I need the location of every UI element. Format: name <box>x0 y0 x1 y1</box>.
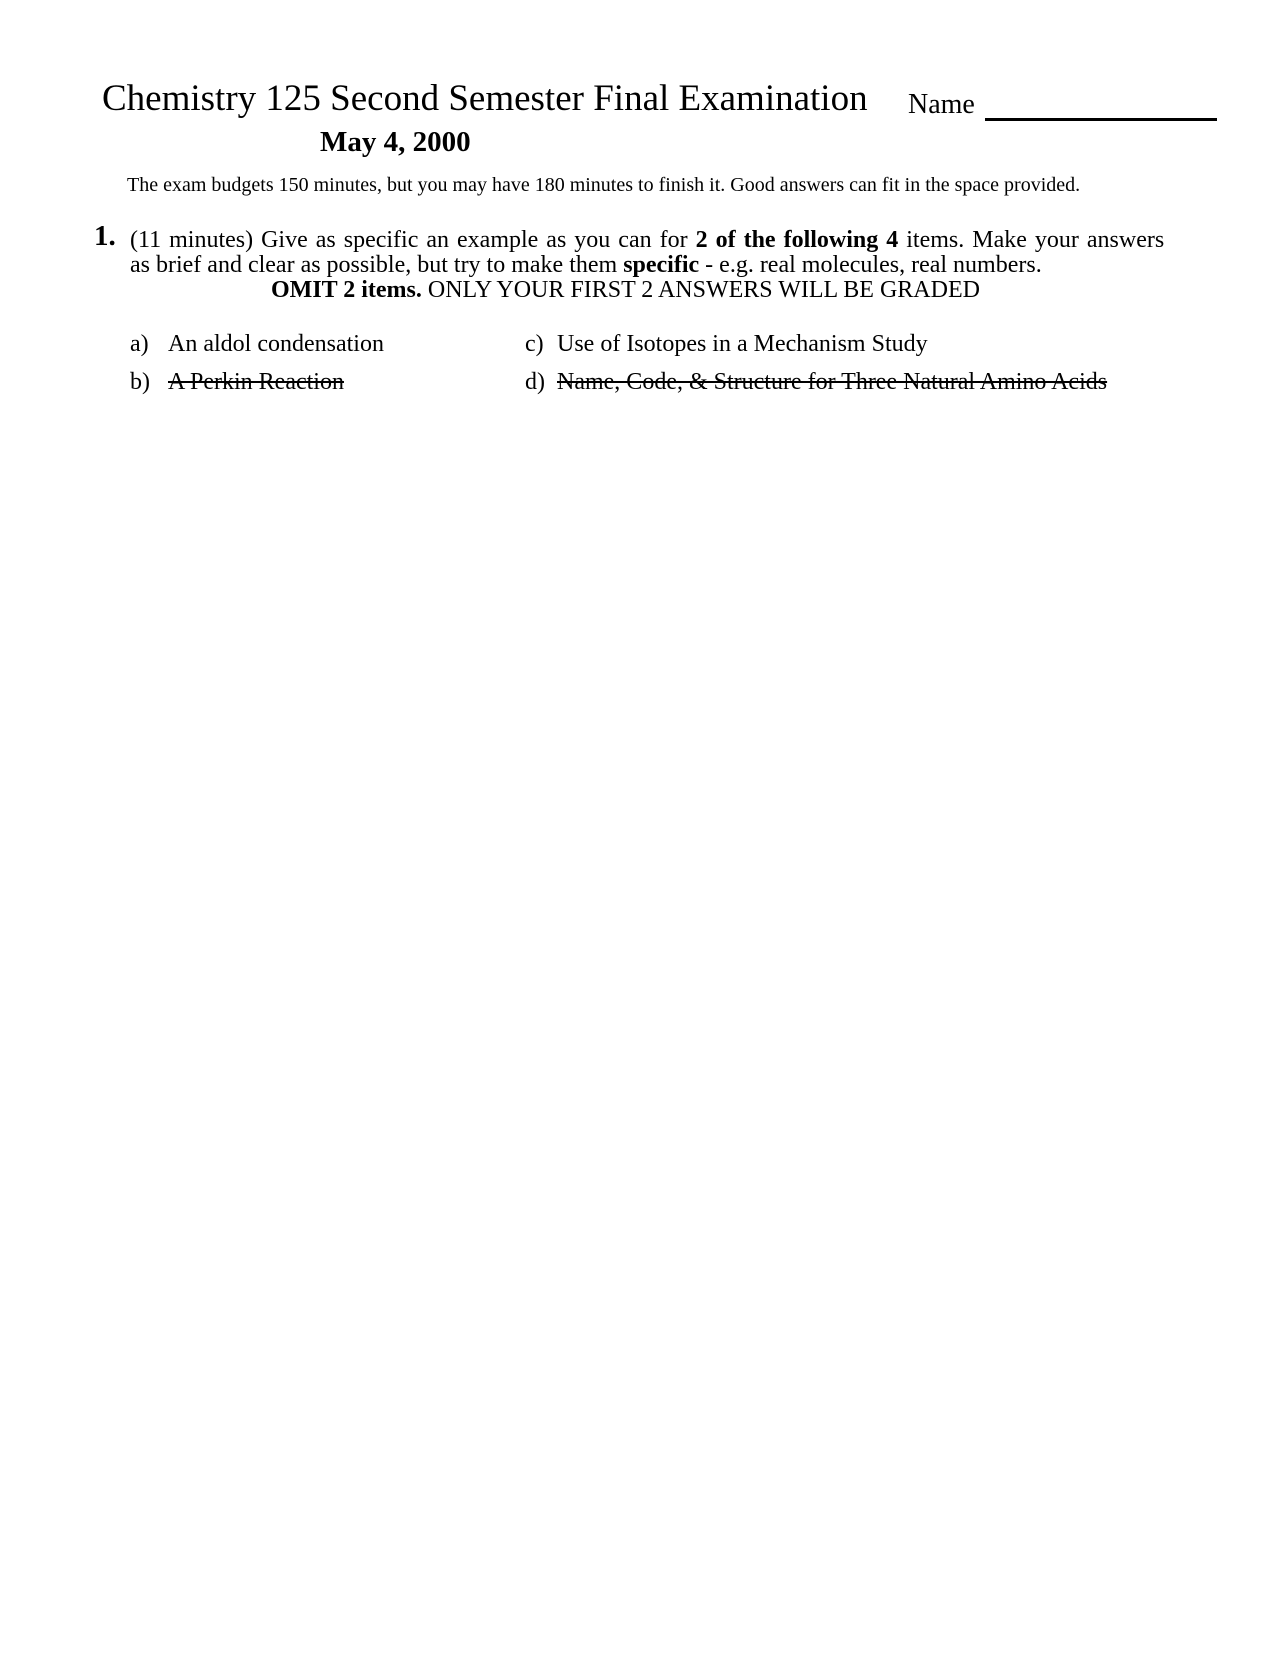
question-text-line-3: OMIT 2 items. ONLY YOUR FIRST 2 ANSWERS WILL BE GRADED <box>271 277 980 303</box>
item-d-struck <box>525 370 1107 394</box>
item-letter: d) <box>525 369 545 395</box>
item-letter: a) <box>130 331 149 357</box>
exam-date: May 4, 2000 <box>320 126 471 158</box>
item-c <box>525 332 928 356</box>
question-number: 1. <box>94 220 116 252</box>
item-text: Use of Isotopes in a Mechanism Study <box>557 331 928 357</box>
time-budget-instructions: The exam budgets 150 minutes, but you may have 180 minutes to finish it. Good answers can fit in the space provided. <box>127 174 1081 196</box>
question-text-line-1: (11 minutes) Give as specific an example as you can for 2 of the following 4 items. Make your answers <box>130 227 1165 253</box>
item-text: An aldol condensation <box>168 331 384 357</box>
item-b-struck <box>130 370 344 394</box>
item-letter: c) <box>525 331 544 357</box>
item-letter: b) <box>130 369 150 395</box>
name-blank-line[interactable] <box>985 118 1217 121</box>
item-text: Name, Code, & Structure for Three Natural Amino Acids <box>557 369 1108 395</box>
exam-title: Chemistry 125 Second Semester Final Examination <box>102 78 868 119</box>
item-text: A Perkin Reaction <box>168 369 344 395</box>
name-label: Name <box>908 89 975 120</box>
question-text-line-2: as brief and clear as possible, but try to make them specific - e.g. real molecules, real numbers. <box>130 252 1042 278</box>
item-a <box>130 332 384 356</box>
